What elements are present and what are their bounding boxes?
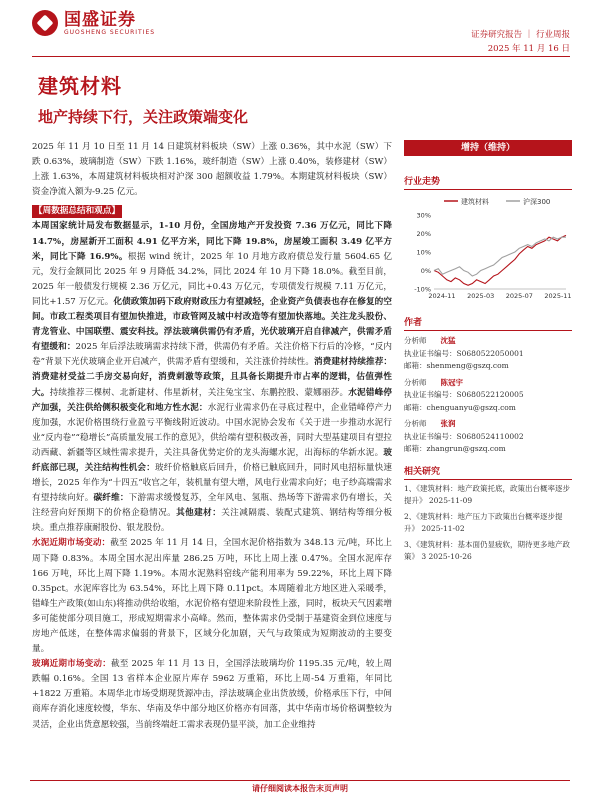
footer-disclaimer: 请仔细阅读本报告末页声明 bbox=[30, 780, 570, 794]
cert-label: 执业证书编号： bbox=[404, 390, 457, 399]
author-name-text: 沈猛 bbox=[440, 336, 456, 345]
y-tick-label: 0% bbox=[420, 267, 431, 275]
points-k: 玻纤价格触底后回升，价格已触底回升，同时风电招标量快速增长，2025 年作为“十四五”收官之年，装机量有望大增，风电行业需求向好；电子纱高端需求有望持续向好。 bbox=[32, 462, 392, 504]
report-headline: 地产持续下行，关注政策端变化 bbox=[38, 108, 249, 126]
glass-tag: 玻璃近期市场变动： bbox=[32, 659, 111, 670]
points-i: 水泥行业需求仍在寻底过程中，企业错峰停产力度加强，水泥价格围绕行业盈亏平衡线附近波动。中国水泥协会发布《关于进一步推动水泥行业“反内卷”“稳增长”高质量发展工作的意见》，供给端有望积极改善，同时大型基建项目有望拉动西藏、新疆等区域性需求提升，关注具备优势定价的龙头海螺水泥，出海标的华新水泥。 bbox=[32, 402, 392, 458]
report-type: 证券研究报告 ｜ 行业周报 bbox=[471, 30, 570, 40]
series-line bbox=[434, 235, 566, 285]
brand-logo bbox=[32, 10, 155, 36]
analyst-label: 分析师 bbox=[404, 419, 427, 428]
author-cert bbox=[404, 389, 572, 402]
cement-text: 截至 2025 年 11 月 14 日，全国水泥价格指数为 348.13 元/吨，环比上周下降 0.83%。本周全国水泥出库量 286.25 万吨，环比上周上涨 0.47%。全国水泥库存 166 万吨，环比上周下降 1.19%。本周水泥熟料窑线产能利用率为 59.22%，环比上周下降 0.35pct。水泥库容比为 63.54%，环比上周下降 0.11pct。本周随着北方地区进入采暖季，错峰生产政策(如山东)将推动供给收缩，水泥价格有望迎来阶段性上涨，同时，板块天气因素增多可能使部分项目施工，形成短期需求小高峰。然而，整体需求仍受制于基建资金到位速度与房地产低迷，在整体需求偏弱的背景下，区域分化加剧，天气与政策成为短期波动的主要变量。 bbox=[32, 538, 392, 655]
cement-tag: 水泥近期市场变动： bbox=[32, 538, 111, 549]
y-tick-label: 30% bbox=[416, 211, 431, 220]
related-title: 相关研究 bbox=[404, 464, 572, 480]
author-email bbox=[404, 402, 572, 415]
main-column bbox=[32, 140, 392, 733]
sidebar bbox=[404, 140, 572, 564]
analyst-label: 分析师 bbox=[404, 336, 427, 345]
email-label: 邮箱： bbox=[404, 444, 427, 453]
authors-list bbox=[404, 335, 572, 456]
cert-number: S0680522050001 bbox=[456, 348, 524, 358]
points-f: 消费建材持续推荐：消费建材受益二手房交易向好，消费刺激等政策，且具备长期提升市占率的逻辑，估值弹性大。 bbox=[32, 357, 392, 398]
authors-title: 作者 bbox=[404, 315, 572, 331]
sector-title: 建筑材料 bbox=[38, 74, 122, 98]
plot-area bbox=[434, 235, 566, 285]
cert-label: 执业证书编号： bbox=[404, 431, 457, 441]
related-report-link[interactable]: 3、《建筑材料：基本面仍显疲软，期待更多地产政策》 3 2025-10-26 bbox=[404, 539, 571, 561]
series-line bbox=[434, 237, 566, 276]
points-h: 水泥错峰停产加强，关注供给侧积极变化和地方性水泥： bbox=[32, 387, 392, 413]
points-g: 持续推荐三棵树、北新建材、伟星新材，关注兔宝宝、东鹏控股、蒙娜丽莎。 bbox=[49, 387, 349, 398]
points-e: 2025 年后浮法玻璃需求持续下滑，供需仍有矛盾。关注价格下行后的冷修，“反内卷”背景下光伏玻璃企业开启减产，供需矛盾有望缓和，关注涨价持续性。 bbox=[32, 342, 392, 368]
analyst-label: 分析师 bbox=[404, 377, 427, 387]
points-l: 碳纤维： bbox=[93, 493, 129, 504]
points-o: 关注减隔震、装配式建筑、钢结构等细分板块。重点推荐康耐股份、银龙股份。 bbox=[32, 508, 392, 534]
related-report-link[interactable]: 2、《建筑材料：地产压力下政策出台概率逐步提升》 2025-11-02 bbox=[404, 511, 563, 533]
logo-mark-icon bbox=[32, 10, 58, 36]
cert-number: S0680522120005 bbox=[456, 390, 524, 399]
y-tick-label: -10% bbox=[414, 285, 431, 294]
email-address[interactable]: shenmeng@gszq.com bbox=[426, 361, 509, 370]
x-tick-label: 2025-07 bbox=[505, 292, 533, 300]
report-meta bbox=[471, 28, 570, 56]
author-name-text: 陈冠宇 bbox=[440, 377, 463, 387]
author-name bbox=[404, 335, 572, 348]
x-tick-label: 2025-03 bbox=[467, 292, 495, 300]
logo-en: GUOSHENG SECURITIES bbox=[64, 28, 156, 36]
author-name-text: 张润 bbox=[440, 419, 456, 428]
legend-label: 建筑材料 bbox=[461, 198, 489, 206]
author-cert bbox=[404, 348, 572, 361]
email-label: 邮箱： bbox=[404, 402, 427, 412]
points-m: 下游需求缓慢复苏，全年风电、氢瓶、热场等下游需求仍有增长，关注经营向好预期下的价格企稳情况。 bbox=[32, 493, 392, 519]
author-name bbox=[404, 377, 572, 390]
trend-chart bbox=[404, 193, 572, 307]
email-address[interactable]: chenguanyu@gszq.com bbox=[426, 402, 516, 412]
author-email bbox=[404, 443, 572, 456]
author-cert bbox=[404, 431, 572, 444]
email-label: 邮箱： bbox=[404, 361, 427, 370]
rating-badge: 增持（维持） bbox=[404, 140, 572, 156]
related-report-link[interactable]: 1、《建筑材料：地产政策托底，政策出台概率逐步提升》 2025-11-09 bbox=[404, 483, 571, 505]
points-n: 其他建材： bbox=[176, 508, 222, 519]
points-a: 本周国家统计局发布数据显示，1-10 月份，全国房地产开发投资 7.36 万亿元，同比下降 14.7%，房屋新开工面积 4.91 亿平方米，同比下降 19.8%，房屋竣工面积 3.49 亿平方米，同比下降 16.9%。 bbox=[32, 221, 392, 262]
points-c: 化债政策加码下政府财政压力有望减轻，企业资产负债表也存在修复的空间。市政工程类项目有望加快推进，市政管网及城中村改造等有望加快落地。关注龙头股份、青龙管业、中国联塑、震安科技。 bbox=[32, 296, 392, 338]
trend-chart-svg bbox=[404, 193, 572, 305]
points-b: 根据 wind 统计，2025 年 10 月地方政府债总发行量 5604.65 亿元，发行金额同比 2025 年 9 月降低 34.2%，同比 2024 年 10 月下降 18.0%。截至目前，2025 年一般债发行规模 2.36 万亿元，同比+0.43 万亿元，专项债发行规模 7.11 万亿元，同比+1.57 万亿元。 bbox=[32, 251, 392, 307]
author-item bbox=[404, 418, 572, 456]
email-address[interactable]: zhangrun@gszq.com bbox=[426, 444, 506, 453]
logo-cn: 国盛证券 bbox=[64, 9, 136, 30]
cement-paragraph bbox=[32, 536, 392, 657]
points-j: 玻纤底部已现，关注结构性机会： bbox=[32, 447, 392, 473]
author-name bbox=[404, 418, 572, 431]
y-axis bbox=[414, 212, 431, 294]
cert-label: 执业证书编号： bbox=[404, 348, 457, 358]
y-tick-label: 10% bbox=[416, 248, 431, 257]
cert-number: S0680524110002 bbox=[456, 431, 524, 441]
glass-text: 截至 2025 年 11 月 13 日，全国浮法玻璃均价 1195.35 元/吨，较上周跌幅 0.16%。全国 13 省样本企业原片库存 5962 万重箱，环比上周-54 万重箱，年同比+1822 万重箱。本周华北市场受期现货源冲击，浮法玻璃企业出货放缓，价格承压下行，中间商库存消化速度较慢，华东、华南及华中部分地区价格亦有回落，其中华南市场价格调整较为灵活，企业出货意愿较强，当前终端赶工需求表现仍显平淡，加工企业维持 bbox=[32, 659, 392, 730]
x-axis bbox=[428, 289, 571, 300]
x-tick-label: 2025-11 bbox=[544, 292, 572, 300]
related-list bbox=[404, 483, 572, 564]
legend-label: 沪深300 bbox=[523, 198, 551, 206]
trend-title: 行业走势 bbox=[404, 174, 572, 190]
report-date: 2025 年 11 月 16 日 bbox=[487, 44, 570, 54]
points-tag: 【周数据总结和观点】 bbox=[34, 206, 120, 217]
chart-legend bbox=[444, 197, 550, 206]
intro-paragraph: 2025 年 11 月 10 日至 11 月 14 日建筑材料板块（SW）上涨 0.36%，其中水泥（SW）下跌 0.63%，玻璃制造（SW）下跌 1.16%，玻纤制造（SW）上涨 0.40%，装修建材（SW）上涨 1.63%，本周建筑材料板块相对沪深 300 超额收益 1.79%。本期建筑材料板块（SW）资金净流入额为-9.25 亿元。 bbox=[32, 142, 392, 198]
points-d: 浮法玻璃供需仍有矛盾，光伏玻璃开启自律减产，供需矛盾有望缓和： bbox=[32, 327, 392, 353]
glass-paragraph bbox=[32, 657, 392, 732]
header-divider bbox=[32, 56, 570, 57]
y-tick-label: 20% bbox=[416, 230, 431, 238]
points-paragraph bbox=[32, 219, 392, 536]
author-item bbox=[404, 377, 572, 415]
author-item bbox=[404, 335, 572, 373]
x-tick-label: 2024-11 bbox=[428, 292, 456, 300]
author-email bbox=[404, 360, 572, 373]
logo-text bbox=[64, 11, 155, 36]
